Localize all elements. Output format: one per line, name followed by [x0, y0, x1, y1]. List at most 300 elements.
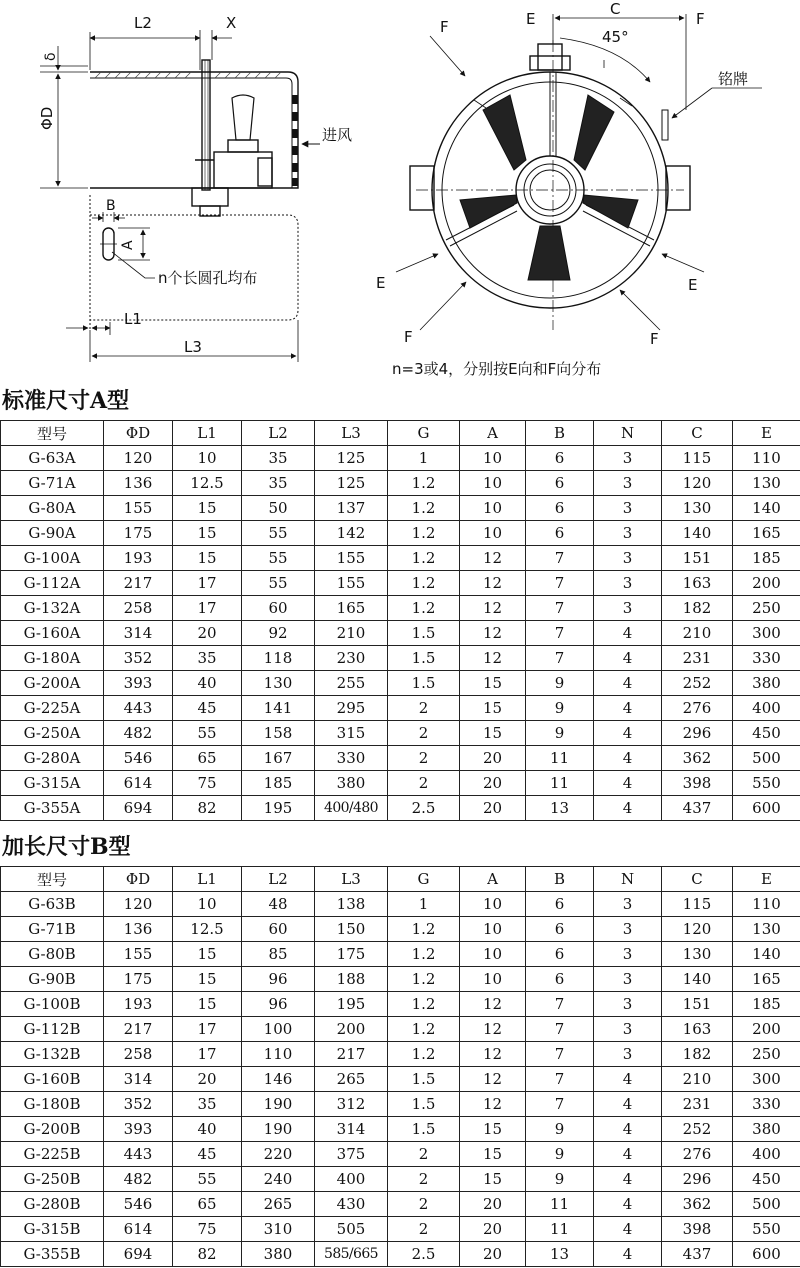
table-row	[1, 696, 800, 721]
table-cell: 250	[733, 596, 800, 621]
table-cell: G-355A	[1, 796, 104, 821]
table-cell: 10	[460, 967, 526, 992]
table-cell: G-112A	[1, 571, 104, 596]
table-cell: G-71B	[1, 917, 104, 942]
table-cell: 185	[733, 992, 800, 1017]
table-cell: 1.2	[388, 596, 460, 621]
table-cell: 10	[173, 446, 242, 471]
table-cell: 146	[242, 1067, 315, 1092]
table-cell: 255	[315, 671, 388, 696]
table-cell: G-100B	[1, 992, 104, 1017]
table-row	[1, 917, 800, 942]
table-cell: 4	[594, 1067, 662, 1092]
table-cell: 82	[173, 796, 242, 821]
table-cell: 65	[173, 746, 242, 771]
inlet-label: 进风	[322, 126, 353, 144]
table-cell: 175	[104, 967, 173, 992]
table-cell: 2	[388, 1217, 460, 1242]
column-header: E	[733, 867, 800, 892]
table-cell: 60	[242, 596, 315, 621]
table-cell: 400	[733, 1142, 800, 1167]
table-cell: 15	[460, 671, 526, 696]
table-cell: 482	[104, 721, 173, 746]
table-cell: 217	[104, 571, 173, 596]
table-cell: 82	[173, 1242, 242, 1267]
table-cell: 1.2	[388, 521, 460, 546]
table-cell: 210	[315, 621, 388, 646]
table-cell: 614	[104, 771, 173, 796]
dim-delta-label: δ	[43, 52, 59, 61]
table-cell: 500	[733, 1192, 800, 1217]
left-lug	[410, 166, 434, 210]
table-cell: 6	[526, 521, 594, 546]
table-cell: 7	[526, 1042, 594, 1067]
table-cell: 130	[733, 917, 800, 942]
table-cell: 96	[242, 967, 315, 992]
table-row	[1, 1117, 800, 1142]
table-cell: 450	[733, 721, 800, 746]
table-cell: 185	[733, 546, 800, 571]
label-C: C	[610, 0, 621, 18]
table-cell: 12	[460, 1017, 526, 1042]
table-cell: G-250B	[1, 1167, 104, 1192]
table-cell: G-200B	[1, 1117, 104, 1142]
table-cell: 10	[460, 471, 526, 496]
table-cell: 20	[460, 1242, 526, 1267]
table-cell: 3	[594, 446, 662, 471]
table-cell: 300	[733, 621, 800, 646]
table-cell: G-90A	[1, 521, 104, 546]
table-cell: 393	[104, 671, 173, 696]
table-cell: 11	[526, 771, 594, 796]
table-cell: 3	[594, 521, 662, 546]
table-cell: 380	[315, 771, 388, 796]
table-row	[1, 471, 800, 496]
table-cell: 75	[173, 771, 242, 796]
table-cell: 110	[733, 446, 800, 471]
table-cell: 7	[526, 571, 594, 596]
table-row	[1, 596, 800, 621]
table-cell: 45	[173, 1142, 242, 1167]
table-cell: 2.5	[388, 1242, 460, 1267]
table-cell: 4	[594, 1142, 662, 1167]
table-cell: 195	[315, 992, 388, 1017]
table-row	[1, 1067, 800, 1092]
table-cell: 295	[315, 696, 388, 721]
table-cell: 1.5	[388, 646, 460, 671]
table-cell: G-112B	[1, 1017, 104, 1042]
table-cell: 6	[526, 917, 594, 942]
table-cell: 3	[594, 546, 662, 571]
label-E-top: E	[526, 10, 536, 28]
table-cell: G-160A	[1, 621, 104, 646]
table-cell: 120	[104, 892, 173, 917]
table-cell: 155	[104, 942, 173, 967]
table-cell: G-280B	[1, 1192, 104, 1217]
table-row	[1, 992, 800, 1017]
table-cell: 190	[242, 1092, 315, 1117]
table-cell: 120	[662, 917, 733, 942]
table-cell: 155	[315, 546, 388, 571]
table-cell: 312	[315, 1092, 388, 1117]
table-cell: 20	[460, 1217, 526, 1242]
table-cell: 217	[315, 1042, 388, 1067]
dim-X-label: X	[226, 14, 237, 32]
table-cell: 6	[526, 446, 594, 471]
table-cell: 12	[460, 646, 526, 671]
table-cell: 155	[315, 571, 388, 596]
table-cell: 11	[526, 1217, 594, 1242]
table-cell: 140	[733, 942, 800, 967]
table-cell: 125	[315, 446, 388, 471]
table-cell: G-100A	[1, 546, 104, 571]
table-cell: 13	[526, 1242, 594, 1267]
table-cell: 35	[242, 446, 315, 471]
table-cell: 1	[388, 892, 460, 917]
table-cell: G-71A	[1, 471, 104, 496]
table-cell: 3	[594, 1042, 662, 1067]
table-row	[1, 796, 800, 821]
standard-size-table	[0, 420, 800, 821]
table-cell: 100	[242, 1017, 315, 1042]
column-header: L3	[315, 421, 388, 446]
table-cell: 9	[526, 1142, 594, 1167]
table-cell: 9	[526, 1117, 594, 1142]
table-cell: 4	[594, 1117, 662, 1142]
table-cell: 380	[242, 1242, 315, 1267]
table-cell: 3	[594, 992, 662, 1017]
table-cell: 250	[733, 1042, 800, 1067]
table-cell: 13	[526, 796, 594, 821]
table-cell: 330	[733, 1092, 800, 1117]
table-cell: 15	[173, 496, 242, 521]
dim-L2-label: L2	[134, 14, 152, 32]
table-cell: 230	[315, 646, 388, 671]
table-cell: 55	[173, 721, 242, 746]
table-cell: 15	[460, 1117, 526, 1142]
table-cell: 125	[315, 471, 388, 496]
table-cell: G-80A	[1, 496, 104, 521]
table-cell: 120	[662, 471, 733, 496]
table-row	[1, 646, 800, 671]
table-cell: 65	[173, 1192, 242, 1217]
table-row	[1, 521, 800, 546]
table-cell: 585/665	[315, 1242, 388, 1267]
label-F-bottomright: F	[650, 330, 659, 348]
table-cell: 17	[173, 1017, 242, 1042]
table-cell: 115	[662, 446, 733, 471]
table-cell: 11	[526, 746, 594, 771]
table-row	[1, 721, 800, 746]
table-cell: 35	[173, 1092, 242, 1117]
table-cell: 40	[173, 671, 242, 696]
table-cell: 158	[242, 721, 315, 746]
table-cell: 1.2	[388, 942, 460, 967]
table-cell: 2	[388, 1192, 460, 1217]
table-cell: 231	[662, 1092, 733, 1117]
table-cell: 2	[388, 746, 460, 771]
extended-size-table	[0, 866, 800, 1267]
table-cell: 310	[242, 1217, 315, 1242]
top-lug	[538, 44, 562, 70]
table-cell: G-80B	[1, 942, 104, 967]
column-header: L2	[242, 421, 315, 446]
table-cell: 2	[388, 696, 460, 721]
table-cell: 546	[104, 746, 173, 771]
table-cell: 400	[733, 696, 800, 721]
table-cell: 182	[662, 1042, 733, 1067]
table-cell: 231	[662, 646, 733, 671]
table-cell: 136	[104, 917, 173, 942]
table-cell: 10	[460, 496, 526, 521]
table-header	[1, 421, 800, 446]
table-cell: G-315A	[1, 771, 104, 796]
housing-outline	[90, 72, 298, 188]
table-cell: 48	[242, 892, 315, 917]
dim-A-label: A	[120, 240, 136, 250]
table-cell: 15	[173, 992, 242, 1017]
table-cell: 362	[662, 1192, 733, 1217]
table-cell: 393	[104, 1117, 173, 1142]
table-cell: 1.5	[388, 1117, 460, 1142]
technical-drawing	[0, 0, 800, 385]
table-cell: 4	[594, 1192, 662, 1217]
table-cell: G-250A	[1, 721, 104, 746]
table-cell: 115	[662, 892, 733, 917]
table-cell: 151	[662, 992, 733, 1017]
dim-B-label: B	[106, 198, 116, 214]
table-cell: 10	[460, 521, 526, 546]
table-cell: 140	[662, 967, 733, 992]
table-cell: 314	[104, 621, 173, 646]
table-cell: 75	[173, 1217, 242, 1242]
table-cell: 3	[594, 471, 662, 496]
table-cell: 12	[460, 1092, 526, 1117]
table-cell: 142	[315, 521, 388, 546]
table-cell: 4	[594, 721, 662, 746]
table-cell: 6	[526, 496, 594, 521]
dim-phiD-label: ΦD	[38, 106, 56, 130]
table-cell: 17	[173, 1042, 242, 1067]
table-cell: 3	[594, 917, 662, 942]
table-row	[1, 1142, 800, 1167]
table-cell: 217	[104, 1017, 173, 1042]
table-cell: 12	[460, 571, 526, 596]
table-cell: 4	[594, 771, 662, 796]
table-cell: 6	[526, 471, 594, 496]
table-row	[1, 1192, 800, 1217]
table-cell: 2.5	[388, 796, 460, 821]
table-cell: G-280A	[1, 746, 104, 771]
table-cell: 140	[662, 521, 733, 546]
table-row	[1, 1042, 800, 1067]
table-cell: 1.2	[388, 1017, 460, 1042]
table-cell: 252	[662, 671, 733, 696]
table-cell: 4	[594, 696, 662, 721]
table-cell: G-225B	[1, 1142, 104, 1167]
table-cell: 2	[388, 1142, 460, 1167]
table-cell: 4	[594, 746, 662, 771]
table-cell: 315	[315, 721, 388, 746]
table-cell: 167	[242, 746, 315, 771]
table-cell: 6	[526, 967, 594, 992]
column-header: 型号	[1, 867, 104, 892]
table-row	[1, 1167, 800, 1192]
table-cell: 3	[594, 596, 662, 621]
angle-label: 45°	[602, 28, 629, 46]
column-header: G	[388, 421, 460, 446]
table-cell: 60	[242, 917, 315, 942]
table-cell: 141	[242, 696, 315, 721]
table-cell: 443	[104, 696, 173, 721]
table-cell: 12	[460, 1042, 526, 1067]
table-cell: 20	[460, 746, 526, 771]
table-cell: 15	[460, 696, 526, 721]
front-view	[396, 14, 762, 330]
table-cell: 10	[460, 917, 526, 942]
table-cell: 12.5	[173, 917, 242, 942]
table-cell: 185	[242, 771, 315, 796]
table-cell: 6	[526, 942, 594, 967]
table-cell: 694	[104, 796, 173, 821]
table-row	[1, 1017, 800, 1042]
table-cell: 2	[388, 771, 460, 796]
table-cell: 600	[733, 1242, 800, 1267]
table-cell: 20	[460, 771, 526, 796]
table-cell: 20	[173, 621, 242, 646]
table-cell: 694	[104, 1242, 173, 1267]
table-cell: 92	[242, 621, 315, 646]
table-cell: 200	[733, 1017, 800, 1042]
column-header: C	[662, 421, 733, 446]
table-cell: G-132A	[1, 596, 104, 621]
table-cell: 4	[594, 671, 662, 696]
table-cell: 40	[173, 1117, 242, 1142]
table-cell: 3	[594, 571, 662, 596]
table-cell: 352	[104, 646, 173, 671]
table-cell: 12	[460, 596, 526, 621]
table-cell: G-355B	[1, 1242, 104, 1267]
table-cell: G-225A	[1, 696, 104, 721]
table-row	[1, 671, 800, 696]
table-cell: 1.2	[388, 571, 460, 596]
table-cell: 12.5	[173, 471, 242, 496]
table-cell: 265	[315, 1067, 388, 1092]
table-cell: 1.2	[388, 546, 460, 571]
table-cell: 1.2	[388, 967, 460, 992]
table-row	[1, 621, 800, 646]
table-cell: 1.2	[388, 917, 460, 942]
table-cell: 120	[104, 446, 173, 471]
table-cell: 15	[173, 942, 242, 967]
table-cell: 9	[526, 1167, 594, 1192]
table-cell: 1.5	[388, 671, 460, 696]
column-header: N	[594, 421, 662, 446]
column-header: ΦD	[104, 421, 173, 446]
table-row	[1, 1217, 800, 1242]
column-header: L1	[173, 867, 242, 892]
table-cell: 210	[662, 1067, 733, 1092]
table-cell: 165	[315, 596, 388, 621]
table-cell: 1.2	[388, 496, 460, 521]
table-cell: 210	[662, 621, 733, 646]
table-cell: 190	[242, 1117, 315, 1142]
table-cell: 10	[460, 892, 526, 917]
table-cell: 1	[388, 446, 460, 471]
table-cell: 165	[733, 967, 800, 992]
table-cell: 450	[733, 1167, 800, 1192]
table-cell: 200	[733, 571, 800, 596]
table-cell: 258	[104, 1042, 173, 1067]
table-cell: G-132B	[1, 1042, 104, 1067]
table-cell: 380	[733, 1117, 800, 1142]
table-cell: 110	[733, 892, 800, 917]
blade-profile	[232, 95, 254, 140]
table-cell: 276	[662, 696, 733, 721]
table-cell: 3	[594, 496, 662, 521]
table-cell: 151	[662, 546, 733, 571]
table-cell: 437	[662, 796, 733, 821]
table-row	[1, 942, 800, 967]
table-cell: 3	[594, 967, 662, 992]
table-cell: 175	[104, 521, 173, 546]
table-cell: 17	[173, 596, 242, 621]
table-row	[1, 1092, 800, 1117]
table-cell: 7	[526, 992, 594, 1017]
label-F-right: F	[696, 10, 705, 28]
column-header: B	[526, 867, 594, 892]
table-cell: 2	[388, 1167, 460, 1192]
column-header: B	[526, 421, 594, 446]
table-cell: 500	[733, 746, 800, 771]
right-lug	[666, 166, 690, 210]
column-header: ΦD	[104, 867, 173, 892]
table-a-title: 标准尺寸A型	[2, 388, 130, 414]
table-cell: G-180A	[1, 646, 104, 671]
table-cell: 55	[173, 1167, 242, 1192]
table-row	[1, 746, 800, 771]
table-cell: 6	[526, 892, 594, 917]
table-cell: 482	[104, 1167, 173, 1192]
table-cell: 130	[242, 671, 315, 696]
table-cell: 15	[173, 546, 242, 571]
column-header: A	[460, 867, 526, 892]
table-cell: 330	[733, 646, 800, 671]
table-cell: 296	[662, 721, 733, 746]
table-cell: 4	[594, 1092, 662, 1117]
table-cell: 220	[242, 1142, 315, 1167]
table-cell: 11	[526, 1192, 594, 1217]
table-row	[1, 892, 800, 917]
table-cell: 4	[594, 1217, 662, 1242]
table-cell: G-180B	[1, 1092, 104, 1117]
table-cell: 258	[104, 596, 173, 621]
table-cell: 12	[460, 546, 526, 571]
table-cell: 300	[733, 1067, 800, 1092]
table-cell: 240	[242, 1167, 315, 1192]
holes-note: n个长圆孔均布	[158, 269, 258, 287]
table-cell: 1.2	[388, 471, 460, 496]
table-row	[1, 571, 800, 596]
label-F-bottomleft: F	[404, 328, 413, 346]
table-cell: 314	[104, 1067, 173, 1092]
table-cell: 614	[104, 1217, 173, 1242]
table-cell: 9	[526, 721, 594, 746]
side-view	[40, 30, 320, 362]
table-cell: 35	[173, 646, 242, 671]
distribution-note: n=3或4，分别按E向和F向分布	[392, 360, 602, 378]
table-cell: 12	[460, 621, 526, 646]
